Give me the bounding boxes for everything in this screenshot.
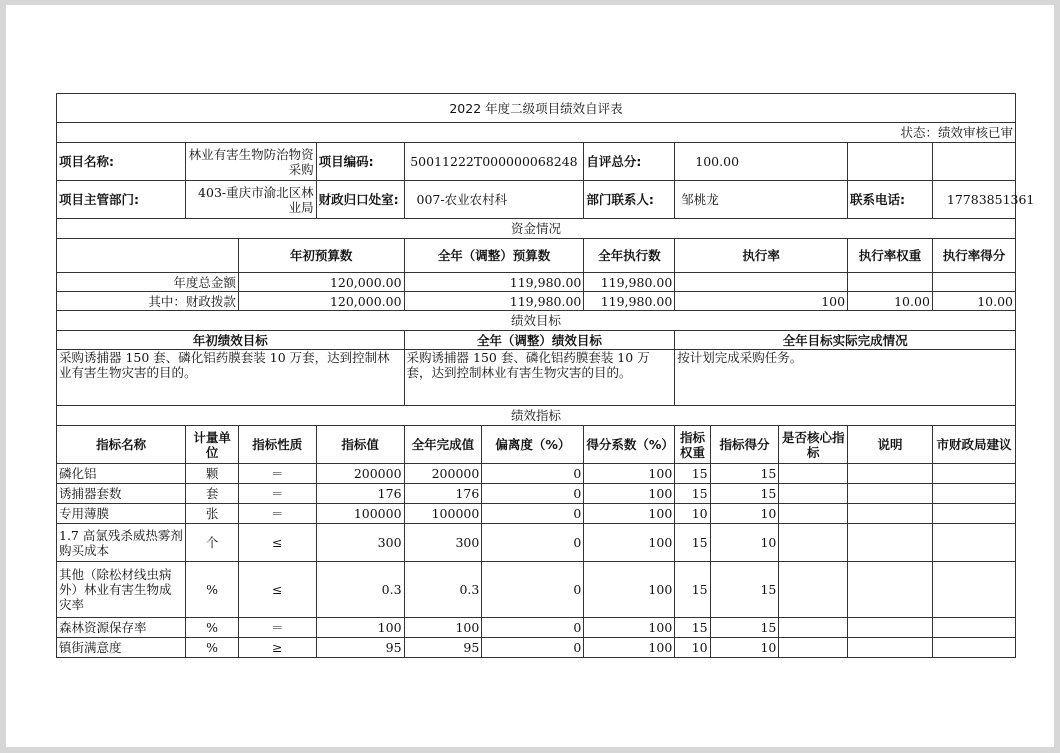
ind-note (848, 562, 933, 618)
info-blank-2 (932, 143, 1015, 181)
ind-deviation: 0 (482, 638, 584, 658)
ind-name: 专用薄膜 (57, 504, 186, 524)
funds-section-header: 资金情况 (57, 219, 1016, 239)
ind-header-coef: 得分系数（%） (584, 426, 675, 464)
ind-header-score: 指标得分 (710, 426, 779, 464)
ind-actual: 100 (404, 618, 482, 638)
project-code-label: 项目编码: (316, 143, 404, 181)
funds-row-label: 其中：财政拨款 (57, 292, 239, 311)
ind-deviation: 0 (482, 618, 584, 638)
ind-nature: ＝ (238, 504, 316, 524)
status-text: 状态：绩效审核已审 (57, 123, 1016, 143)
table-row (57, 484, 1016, 504)
ind-advice (932, 524, 1015, 562)
ind-header-advice: 市财政局建议 (932, 426, 1015, 464)
ind-core (779, 562, 848, 618)
project-name-value: 林业有害生物防治物资采购 (186, 143, 316, 181)
total-score-label: 自评总分: (584, 143, 675, 181)
table-row (57, 562, 1016, 618)
ind-nature: ＝ (238, 618, 316, 638)
ind-advice (932, 562, 1015, 618)
ind-coef: 100 (584, 464, 675, 484)
ind-advice (932, 638, 1015, 658)
ind-unit: 张 (186, 504, 239, 524)
funds-row-rate (675, 273, 848, 292)
ind-core (779, 464, 848, 484)
ind-unit: % (186, 562, 239, 618)
goals-actual-text: 按计划完成采购任务。 (675, 350, 1016, 406)
ind-header-unit: 计量单位 (186, 426, 239, 464)
ind-advice (932, 484, 1015, 504)
table-row (57, 524, 1016, 562)
ind-advice (932, 504, 1015, 524)
ind-coef: 100 (584, 618, 675, 638)
ind-weight: 10 (675, 504, 710, 524)
ind-nature: ＝ (238, 484, 316, 504)
funds-row-rate: 100 (675, 292, 848, 311)
ind-deviation: 0 (482, 562, 584, 618)
finance-dept-label: 财政归口处室: (316, 181, 404, 219)
ind-core (779, 524, 848, 562)
ind-target: 300 (316, 524, 404, 562)
goals-initial-text: 采购诱捕器 150 套、磷化铝药膜套装 10 万套，达到控制林业有害生物灾害的目的。 (57, 350, 405, 406)
project-name-label: 项目名称: (57, 143, 186, 181)
ind-score: 15 (710, 562, 779, 618)
ind-deviation: 0 (482, 464, 584, 484)
funds-row-executed: 119,980.00 (584, 273, 675, 292)
funds-header-score: 执行率得分 (932, 239, 1015, 273)
ind-actual: 0.3 (404, 562, 482, 618)
funds-header-weight: 执行率权重 (848, 239, 933, 273)
contact-label: 部门联系人: (584, 181, 675, 219)
ind-header-target: 指标值 (316, 426, 404, 464)
project-code-value: 50011222T000000068248 (404, 143, 584, 181)
ind-deviation: 0 (482, 524, 584, 562)
table-row (57, 618, 1016, 638)
funds-row-weight: 10.00 (848, 292, 933, 311)
ind-weight: 15 (675, 562, 710, 618)
ind-note (848, 484, 933, 504)
ind-target: 200000 (316, 464, 404, 484)
goals-header-actual: 全年目标实际完成情况 (675, 331, 1016, 350)
ind-coef: 100 (584, 504, 675, 524)
funds-header-adjusted: 全年（调整）预算数 (404, 239, 584, 273)
ind-header-name: 指标名称 (57, 426, 186, 464)
ind-core (779, 618, 848, 638)
ind-target: 95 (316, 638, 404, 658)
contact-value: 邹桃龙 (675, 181, 848, 219)
phone-label: 联系电话: (848, 181, 933, 219)
ind-advice (932, 618, 1015, 638)
ind-unit: % (186, 618, 239, 638)
ind-core (779, 638, 848, 658)
ind-nature: ＝ (238, 464, 316, 484)
ind-actual: 176 (404, 484, 482, 504)
funds-row-score: 10.00 (932, 292, 1015, 311)
ind-name: 磷化铝 (57, 464, 186, 484)
funds-header-initial: 年初预算数 (238, 239, 404, 273)
ind-coef: 100 (584, 524, 675, 562)
performance-form (56, 93, 1035, 658)
ind-header-weight: 指标权重 (675, 426, 710, 464)
funds-row-label: 年度总金额 (57, 273, 239, 292)
ind-weight: 15 (675, 464, 710, 484)
ind-unit: 颗 (186, 464, 239, 484)
dept-label: 项目主管部门: (57, 181, 186, 219)
funds-header-blank (57, 239, 239, 273)
indicators-section-header: 绩效指标 (57, 406, 1016, 426)
ind-advice (932, 464, 1015, 484)
ind-target: 176 (316, 484, 404, 504)
ind-actual: 200000 (404, 464, 482, 484)
ind-score: 10 (710, 638, 779, 658)
ind-name: 镇街满意度 (57, 638, 186, 658)
page-title: 2022 年度二级项目绩效自评表 (57, 94, 1016, 123)
ind-note (848, 524, 933, 562)
ind-name: 诱捕器套数 (57, 484, 186, 504)
finance-dept-value: 007-农业农村科 (404, 181, 584, 219)
ind-name: 森林资源保存率 (57, 618, 186, 638)
ind-coef: 100 (584, 638, 675, 658)
ind-coef: 100 (584, 562, 675, 618)
funds-header-executed: 全年执行数 (584, 239, 675, 273)
phone-value: 17783851361 (932, 181, 1015, 219)
ind-name: 其他（除松材线虫病外）林业有害生物成灾率 (57, 562, 186, 618)
ind-note (848, 504, 933, 524)
goals-header-initial: 年初绩效目标 (57, 331, 405, 350)
ind-deviation: 0 (482, 504, 584, 524)
funds-row-score (932, 273, 1015, 292)
ind-header-deviation: 偏离度（%） (482, 426, 584, 464)
ind-actual: 95 (404, 638, 482, 658)
ind-target: 100 (316, 618, 404, 638)
ind-note (848, 638, 933, 658)
ind-target: 0.3 (316, 562, 404, 618)
ind-nature: ≤ (238, 562, 316, 618)
funds-row-initial: 120,000.00 (238, 273, 404, 292)
ind-actual: 300 (404, 524, 482, 562)
ind-header-note: 说明 (848, 426, 933, 464)
ind-nature: ≥ (238, 638, 316, 658)
ind-core (779, 504, 848, 524)
goals-header-adjusted: 全年（调整）绩效目标 (404, 331, 675, 350)
ind-nature: ≤ (238, 524, 316, 562)
funds-row-adjusted: 119,980.00 (404, 292, 584, 311)
funds-row-initial: 120,000.00 (238, 292, 404, 311)
ind-header-actual: 全年完成值 (404, 426, 482, 464)
info-blank-1 (848, 143, 933, 181)
ind-unit: 个 (186, 524, 239, 562)
ind-score: 10 (710, 524, 779, 562)
ind-coef: 100 (584, 484, 675, 504)
ind-weight: 15 (675, 524, 710, 562)
ind-weight: 10 (675, 638, 710, 658)
ind-deviation: 0 (482, 484, 584, 504)
ind-header-core: 是否核心指标 (779, 426, 848, 464)
ind-note (848, 464, 933, 484)
funds-row-executed: 119,980.00 (584, 292, 675, 311)
funds-row-adjusted: 119,980.00 (404, 273, 584, 292)
ind-score: 15 (710, 464, 779, 484)
goals-section-header: 绩效目标 (57, 311, 1016, 331)
ind-weight: 15 (675, 484, 710, 504)
ind-name: 1.7 高氯残杀威热雾剂购买成本 (57, 524, 186, 562)
ind-score: 10 (710, 504, 779, 524)
ind-unit: % (186, 638, 239, 658)
ind-weight: 15 (675, 618, 710, 638)
funds-row-weight (848, 273, 933, 292)
table-row (57, 638, 1016, 658)
table-row (57, 464, 1016, 484)
ind-header-nature: 指标性质 (238, 426, 316, 464)
ind-score: 15 (710, 618, 779, 638)
ind-unit: 套 (186, 484, 239, 504)
goals-adjusted-text: 采购诱捕器 150 套、磷化铝药膜套装 10 万套，达到控制林业有害生物灾害的目的。 (404, 350, 675, 406)
ind-core (779, 484, 848, 504)
total-score-value: 100.00 (675, 143, 848, 181)
table-row (57, 504, 1016, 524)
ind-actual: 100000 (404, 504, 482, 524)
ind-note (848, 618, 933, 638)
funds-header-rate: 执行率 (675, 239, 848, 273)
dept-value: 403-重庆市渝北区林业局 (186, 181, 316, 219)
ind-target: 100000 (316, 504, 404, 524)
ind-score: 15 (710, 484, 779, 504)
